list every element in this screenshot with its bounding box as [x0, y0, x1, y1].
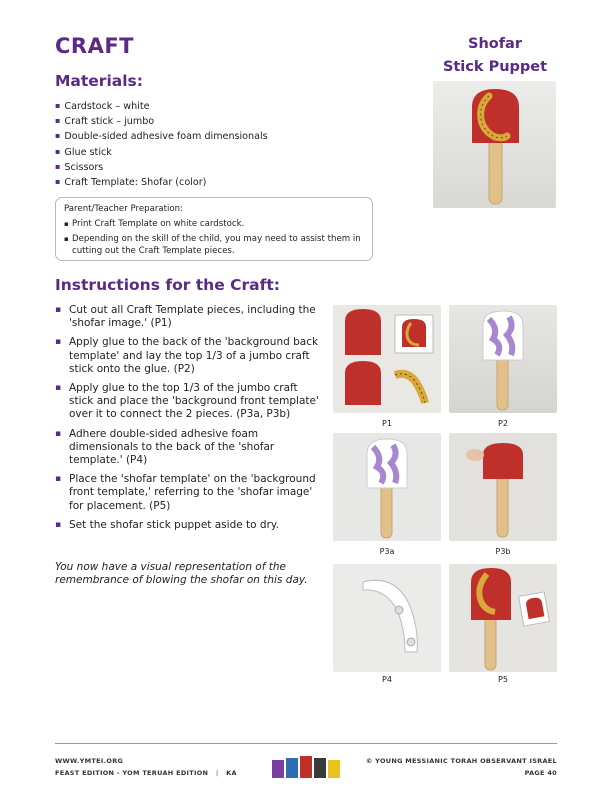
- material-item: ▪ Double-sided adhesive foam dimensionals: [55, 129, 268, 144]
- material-item: ▪ Craft Template: Shofar (color): [55, 175, 268, 190]
- photo-p4: [333, 564, 441, 672]
- instruction-step: ▪ Set the shofar stick puppet aside to dry.: [55, 519, 323, 532]
- material-item: ▪ Craft stick – jumbo: [55, 114, 268, 129]
- material-item: ▪ Glue stick: [55, 145, 268, 160]
- instructions-heading: Instructions for the Craft:: [55, 276, 280, 294]
- page-title: CRAFT: [55, 34, 135, 58]
- footer-site: WWW.YMTEI.ORG: [55, 757, 124, 765]
- sidebar-title-line1: Shofar: [468, 36, 522, 52]
- instruction-step: ▪ Place the 'shofar template' on the 'background front template,' referring to the 'shofar image' for placement. (P5): [55, 473, 323, 513]
- footer-edition: [55, 769, 237, 777]
- instruction-step: ▪ Adhere double-sided adhesive foam dimensionals to the back of the 'shofar template.' (P4): [55, 428, 323, 468]
- footer-edition-text: FEAST EDITION - YOM TERUAH EDITION: [55, 769, 209, 777]
- closing-text: You now have a visual representation of the remembrance of blowing the shofar on this day.: [55, 561, 308, 586]
- footer-divider: [55, 743, 557, 744]
- material-item: ▪ Cardstock – white: [55, 99, 268, 114]
- footer-separator: |: [215, 769, 219, 777]
- logo-figures-icon: [272, 756, 340, 778]
- material-item: ▪ Scissors: [55, 160, 268, 175]
- footer-edition-code: KA: [226, 769, 237, 777]
- photo-p3b: [449, 433, 557, 541]
- photo-caption-p5: P5: [498, 675, 508, 684]
- footer-page-number: PAGE 40: [524, 769, 557, 777]
- instructions-list: [55, 304, 323, 538]
- photo-p3a: [333, 433, 441, 541]
- sidebar-title: [435, 33, 555, 79]
- prep-item: ▪ Print Craft Template on white cardstock.: [64, 218, 364, 230]
- footer-copyright: © YOUNG MESSIANIC TORAH OBSERVANT ISRAEL: [365, 757, 557, 765]
- photo-p2: [449, 305, 557, 413]
- materials-list: [55, 99, 268, 190]
- instruction-step: ▪ Apply glue to the back of the 'background back template' and lay the top 1/3 of a jumbo craft stick onto the glue. (P2): [55, 336, 323, 376]
- photo-p5: [449, 564, 557, 672]
- prep-heading: Parent/Teacher Preparation:: [64, 204, 184, 214]
- prep-item: ▪ Depending on the skill of the child, you may need to assist them in cutting out the Craft Template pieces.: [64, 233, 364, 257]
- footer-logo: [270, 754, 346, 780]
- instruction-step: ▪ Apply glue to the top 1/3 of the jumbo craft stick and place the 'background front template' over it to connect the 2 pieces. (P3a, P3b): [55, 382, 323, 422]
- finished-puppet-photo: [433, 81, 556, 208]
- sidebar-title-line2: Stick Puppet: [442, 59, 548, 75]
- instruction-step: ▪ Cut out all Craft Template pieces, including the 'shofar image.' (P1): [55, 304, 323, 330]
- photo-caption-p4: P4: [382, 675, 392, 684]
- materials-heading: Materials:: [55, 72, 143, 90]
- photo-caption-p3b: P3b: [495, 547, 511, 556]
- prep-box: [55, 197, 373, 261]
- photo-caption-p2: P2: [498, 419, 508, 428]
- photo-p1: [333, 305, 441, 413]
- photo-caption-p1: P1: [382, 419, 392, 428]
- photo-caption-p3a: P3a: [379, 547, 395, 556]
